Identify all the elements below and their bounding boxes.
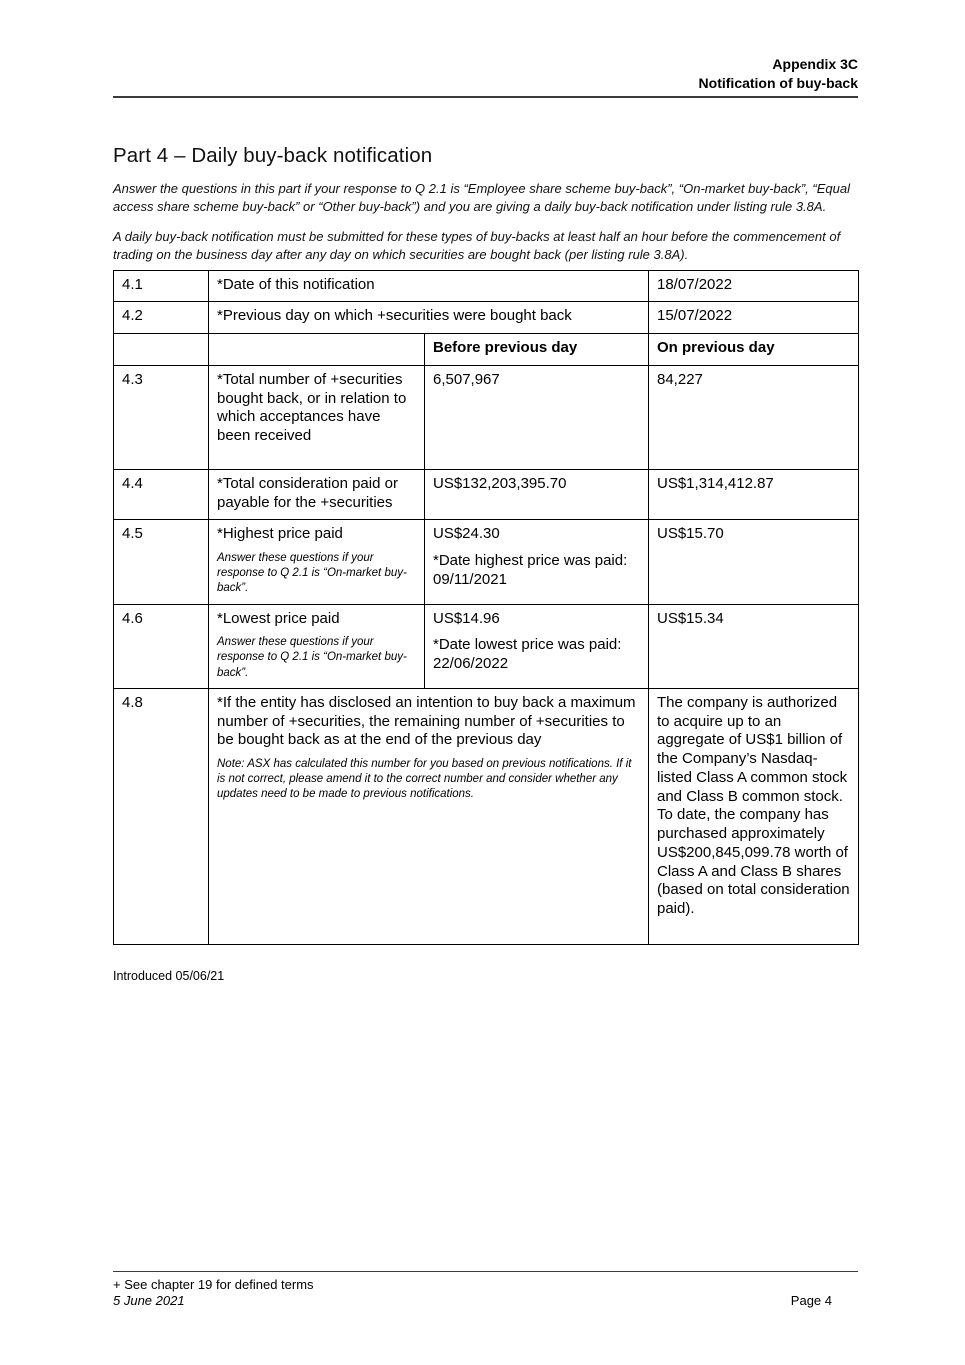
header-subtitle: Notification of buy-back bbox=[698, 74, 858, 91]
empty-cell bbox=[209, 334, 425, 366]
column-header-before: Before previous day bbox=[425, 334, 649, 366]
question-cell bbox=[209, 688, 649, 944]
question-number: 4.1 bbox=[114, 270, 209, 302]
answer-before: 6,507,967 bbox=[425, 365, 649, 469]
question-number: 4.4 bbox=[114, 469, 209, 520]
table-row-4-3 bbox=[114, 365, 859, 469]
question-note: Answer these questions if your response to Q 2.1 is “On-market buy-back”. bbox=[217, 552, 407, 595]
question-text: *Previous day on which +securities were bought back bbox=[209, 302, 649, 334]
before-price: US$14.96 bbox=[433, 609, 500, 627]
page-title: Part 4 – Daily buy-back notification bbox=[113, 143, 433, 167]
question-note: Note: ASX has calculated this number for you based on previous notifications. If it is not correct, please amend it to the correct number and consider whether any updates need to be made to previous notifications. bbox=[217, 758, 632, 801]
table-row-4-1 bbox=[114, 270, 859, 302]
empty-cell bbox=[114, 334, 209, 366]
answer-before-cell bbox=[425, 604, 649, 688]
document-header bbox=[113, 0, 858, 98]
question-text: *Highest price paid bbox=[217, 525, 343, 543]
answer-value: 18/07/2022 bbox=[649, 270, 859, 302]
answer-before: US$132,203,395.70 bbox=[425, 469, 649, 520]
question-text: *If the entity has disclosed an intention to buy back a maximum number of +securities, the remaining number of +securities to be bought back as at the end of the previous day bbox=[217, 693, 636, 749]
answer-before-cell bbox=[425, 520, 649, 604]
question-text: *Total consideration paid or payable for the +securities bbox=[209, 469, 425, 520]
question-number: 4.6 bbox=[114, 604, 209, 688]
footer-second-line bbox=[113, 1293, 858, 1309]
document-footer bbox=[113, 1271, 858, 1309]
answer-on: US$15.70 bbox=[649, 520, 859, 604]
intro-paragraphs bbox=[113, 180, 858, 264]
question-cell bbox=[209, 604, 425, 688]
page-content bbox=[113, 0, 858, 983]
intro-paragraph-1: Answer the questions in this part if your response to Q 2.1 is “Employee share scheme buy-back”, “On-market buy-back”, “Equal access share scheme buy-back” or “Other buy-back”) and you are giving a daily buy-back notification under listing rule 3.8A. bbox=[113, 180, 850, 214]
table-header-row bbox=[114, 334, 859, 366]
question-text: *Date of this notification bbox=[209, 270, 649, 302]
before-price-date: *Date highest price was paid: 09/11/2021 bbox=[433, 552, 628, 588]
question-note: Answer these questions if your response to Q 2.1 is “On-market buy-back”. bbox=[217, 636, 407, 679]
table-row-4-2 bbox=[114, 302, 859, 334]
table-row-4-8 bbox=[114, 688, 859, 944]
question-cell bbox=[209, 520, 425, 604]
footer-defined-terms: + See chapter 19 for defined terms bbox=[113, 1277, 314, 1292]
answer-value: 15/07/2022 bbox=[649, 302, 859, 334]
answer-on: 84,227 bbox=[649, 365, 859, 469]
question-number: 4.3 bbox=[114, 365, 209, 469]
question-text: *Total number of +securities bought back, or in relation to which acceptances have been received bbox=[209, 365, 425, 469]
buyback-notification-table bbox=[113, 270, 859, 945]
page-number: Page 4 bbox=[790, 1292, 832, 1308]
header-appendix: Appendix 3C bbox=[772, 56, 858, 72]
answer-value: The company is authorized to acquire up to an aggregate of US$1 billion of the Company’s Nasdaq-listed Class A common stock and Class B common stock. To date, the company has purchased approximately US$200,845,099.78 worth of Class A and Class B shares (based on total consideration paid). bbox=[649, 688, 859, 944]
answer-on: US$1,314,412.87 bbox=[649, 469, 859, 520]
intro-paragraph-2: A daily buy-back notification must be submitted for these types of buy-backs at least half an hour before the commencement of trading on the business day after any day on which securities are bought back (per listing rule 3.8A). bbox=[113, 228, 841, 262]
column-header-on: On previous day bbox=[649, 334, 859, 366]
question-text: *Lowest price paid bbox=[217, 609, 340, 627]
introduced-note: Introduced 05/06/21 bbox=[113, 968, 225, 983]
footer-date: 5 June 2021 bbox=[113, 1292, 185, 1308]
table-row-4-4 bbox=[114, 469, 859, 520]
table-row-4-5 bbox=[114, 520, 859, 604]
question-number: 4.2 bbox=[114, 302, 209, 334]
answer-on: US$15.34 bbox=[649, 604, 859, 688]
table-row-4-6 bbox=[114, 604, 859, 688]
question-number: 4.5 bbox=[114, 520, 209, 604]
before-price: US$24.30 bbox=[433, 525, 500, 543]
question-number: 4.8 bbox=[114, 688, 209, 944]
before-price-date: *Date lowest price was paid: 22/06/2022 bbox=[433, 636, 622, 673]
